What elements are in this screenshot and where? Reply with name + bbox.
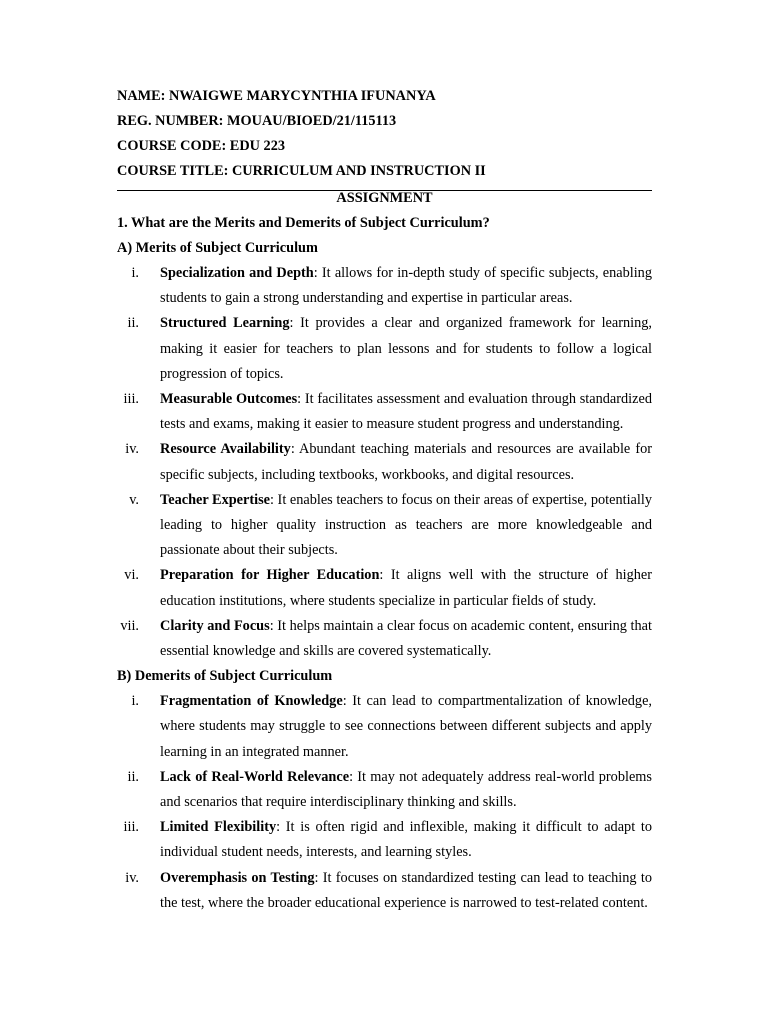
item-term: Structured Learning: [160, 315, 290, 332]
item-text: : It may not adequately address real-world problems and scenarios that require interdisciplinary thinking and skills.: [160, 768, 652, 811]
demerits-list: [117, 689, 652, 916]
student-name: NAME: NWAIGWE MARYCYNTHIA IFUNANYA: [117, 88, 436, 104]
item-number: ii.: [127, 768, 139, 785]
item-term: Clarity and Focus: [160, 617, 270, 634]
list-item: [117, 563, 652, 613]
document-body: [117, 211, 652, 916]
item-text: : It aligns well with the structure of higher education institutions, where students specialize in particular fields of study.: [160, 567, 652, 609]
item-term: Teacher Expertise: [160, 491, 270, 508]
item-text: : Abundant teaching materials and resources are available for specific subjects, including textbooks, workbooks, and digital resources.: [160, 441, 652, 483]
item-number: v.: [129, 491, 139, 508]
list-item: [117, 488, 652, 564]
item-term: Lack of Real-World Relevance: [160, 768, 350, 785]
item-text: : It enables teachers to focus on their areas of expertise, potentially leading to higher quality instruction as teachers are more knowledgeable and passionate about their subjects.: [160, 491, 652, 559]
item-number: i.: [131, 693, 139, 710]
item-number: iv.: [125, 441, 139, 458]
item-term: Limited Flexibility: [160, 819, 277, 836]
item-number: iv.: [125, 869, 139, 886]
item-number: vii.: [120, 617, 139, 634]
item-number: i.: [131, 265, 139, 281]
course-title: COURSE TITLE: CURRICULUM AND INSTRUCTION II: [117, 163, 486, 179]
list-item: [117, 866, 652, 916]
document-header: [117, 84, 652, 191]
item-text: : It can lead to compartmentalization of knowledge, where students may struggle to see connections between different subjects and apply learning in an integrated manner.: [160, 693, 652, 760]
item-text: : It helps maintain a clear focus on academic content, ensuring that essential knowledge and skills are covered systematically.: [160, 617, 652, 660]
list-item: [117, 815, 652, 865]
item-term: Measurable Outcomes: [160, 391, 298, 408]
item-text: : It focuses on standardized testing can lead to teaching to the test, where the broader educational experience is narrowed to test-related content.: [160, 869, 652, 911]
merits-list: [117, 261, 652, 664]
item-text: : It provides a clear and organized framework for learning, making it easier for teachers to plan lessons and for students to follow a logical progression of topics.: [160, 315, 652, 382]
list-item: [117, 437, 652, 487]
item-number: ii.: [127, 315, 139, 332]
item-text: : It facilitates assessment and evaluation through standardized tests and exams, making it easier to measure student progress and understanding.: [160, 391, 652, 433]
list-item: [117, 261, 652, 311]
item-term: Preparation for Higher Education: [160, 567, 380, 584]
demerits-heading: B) Demerits of Subject Curriculum: [117, 668, 333, 685]
item-number: iii.: [123, 819, 139, 836]
list-item: [117, 387, 652, 437]
registration-number: REG. NUMBER: MOUAU/BIOED/21/115113: [117, 113, 397, 129]
item-text: : It is often rigid and inflexible, making it difficult to adapt to individual student needs, interests, and learning styles.: [160, 819, 652, 861]
item-term: Fragmentation of Knowledge: [160, 693, 343, 710]
item-term: Resource Availability: [160, 441, 291, 458]
list-item: [117, 765, 652, 815]
course-code: COURSE CODE: EDU 223: [117, 138, 286, 154]
list-item: [117, 689, 652, 765]
question-heading: 1. What are the Merits and Demerits of Subject Curriculum?: [117, 215, 490, 231]
item-term: Specialization and Depth: [160, 265, 314, 281]
assignment-heading: ASSIGNMENT: [336, 190, 433, 206]
item-number: vi.: [124, 567, 139, 584]
item-term: Overemphasis on Testing: [160, 869, 315, 886]
list-item: [117, 311, 652, 387]
item-text: : It allows for in-depth study of specific subjects, enabling students to gain a strong understanding and expertise in particular areas.: [160, 265, 652, 307]
item-number: iii.: [123, 391, 139, 408]
list-item: [117, 614, 652, 664]
merits-heading: A) Merits of Subject Curriculum: [117, 240, 318, 256]
